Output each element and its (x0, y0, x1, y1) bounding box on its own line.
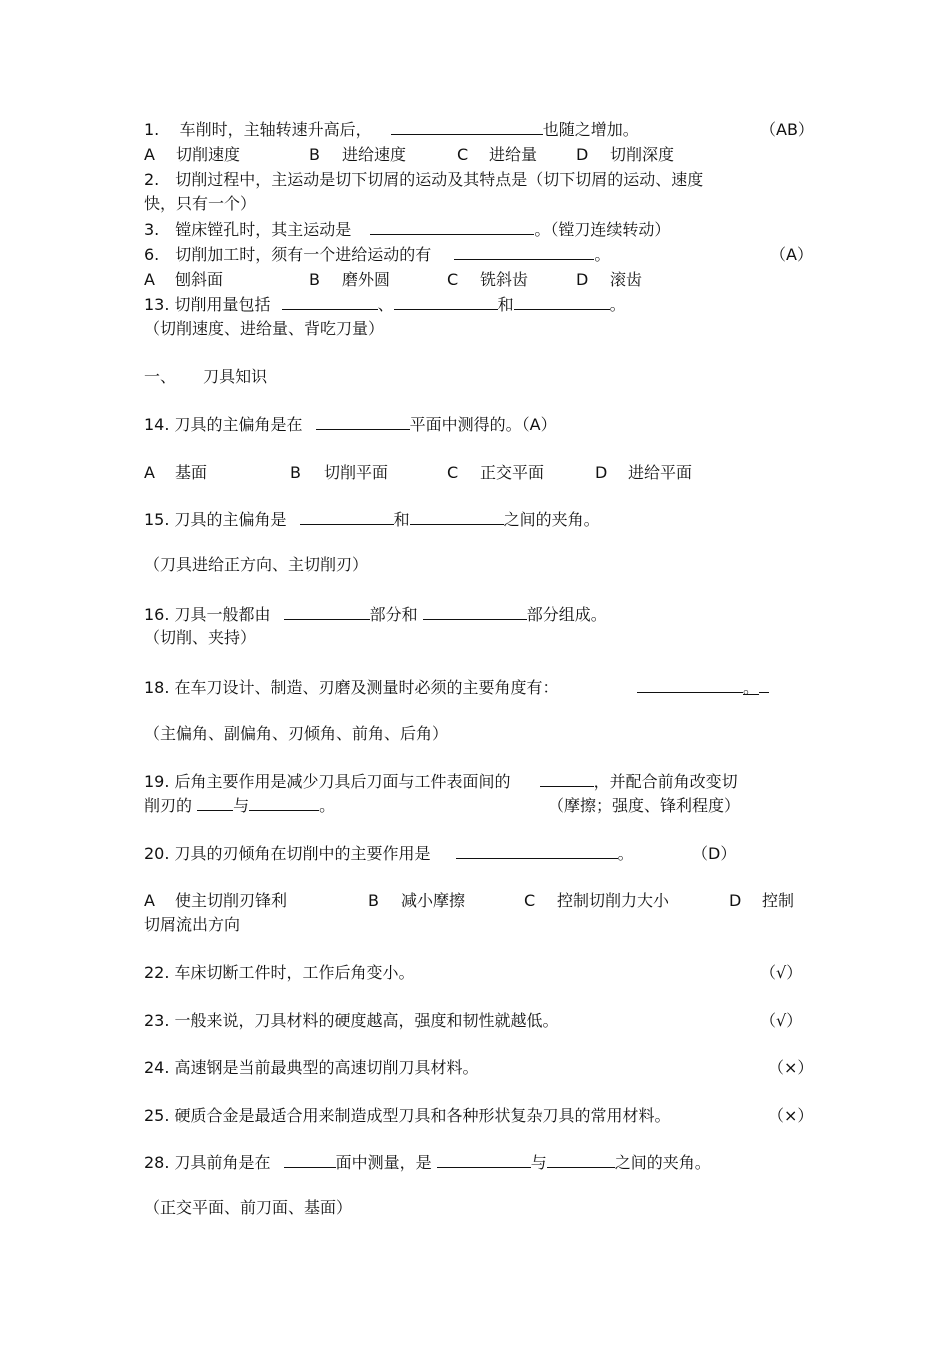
separator: 、 (377, 295, 394, 314)
option-letter: D (576, 270, 589, 289)
option-letter: D (595, 463, 608, 482)
option-letter: C (447, 463, 459, 482)
option-text: 正交平面 (480, 463, 545, 482)
answer-label: （A） (770, 245, 813, 264)
question-text: 15. 刀具的主偏角是 (144, 510, 287, 529)
option-text: 控制切削力大小 (557, 891, 670, 910)
separator: 与 (233, 796, 250, 815)
question-text-after: 。 (319, 796, 336, 815)
answer-blank (282, 295, 378, 310)
question-18-blank (637, 678, 769, 698)
question-28 (144, 1153, 711, 1173)
question-text: 3. 镗床镗孔时，其主运动是 (144, 220, 352, 239)
question-text-after: 平面中测得的。（A） (409, 415, 557, 434)
option-letter: D (729, 891, 742, 910)
question-text: 19. 后角主要作用是减少刀具后刀面与工件表面间的 (144, 772, 511, 791)
separator: 与 (530, 1153, 547, 1172)
question-text-after: 。 (617, 844, 634, 863)
option-letter: B (368, 891, 379, 910)
separator: 和 (393, 510, 410, 529)
question-20 (144, 844, 634, 864)
answer-blank (394, 295, 498, 310)
answer-blank (249, 796, 319, 811)
answer-line: （切削、夹持） (144, 628, 257, 647)
answer-blank (456, 844, 618, 859)
question-text: 20. 刀具的刃倾角在切削中的主要作用是 (144, 844, 431, 863)
answer-label: （AB） (760, 120, 814, 139)
answer-blank (514, 295, 610, 310)
question-text-after: 。 (594, 245, 611, 264)
option-letter: C (457, 145, 469, 164)
option-text: 刨斜面 (175, 270, 224, 289)
question-6 (144, 245, 610, 265)
section-heading (144, 367, 267, 387)
option-text: 进给平面 (628, 463, 693, 482)
question-text-after: 。 (609, 295, 626, 314)
option-letter: A (144, 891, 155, 910)
answer-label: （√） (760, 1011, 803, 1030)
question-text: 削刃的 (144, 796, 193, 815)
option-letter: B (290, 463, 301, 482)
option-letter: A (144, 463, 155, 482)
answer-line: （切削速度、进给量、背吃刀量） (144, 319, 385, 338)
question-19-line1 (144, 772, 738, 792)
option-letter: A (144, 145, 155, 164)
section-number: 一、 (144, 367, 177, 386)
answer-line: （正交平面、前刀面、基面） (144, 1198, 353, 1217)
answer-label: （×） (768, 1058, 814, 1077)
option-text: 切削平面 (324, 463, 389, 482)
answer-blank (284, 1153, 336, 1168)
answer-blank (423, 605, 527, 620)
answer-blank (316, 415, 410, 430)
question-text: 28. 刀具前角是在 (144, 1153, 271, 1172)
option-letter: C (524, 891, 536, 910)
question-text: 13. 切削用量包括 (144, 295, 271, 314)
question-text-after: 也随之增加。 (542, 120, 639, 139)
option-text: 进给速度 (342, 145, 407, 164)
answer-blank (437, 1153, 531, 1168)
option-text: 切削深度 (610, 145, 675, 164)
question-text: 车削时，主轴转速升高后， (179, 120, 372, 139)
answer-blank (540, 772, 594, 787)
question-text: 6. 切削加工时，须有一个进给运动的有 (144, 245, 432, 264)
question-text-after: 之间的夹角。 (614, 1153, 711, 1172)
option-text: 切削速度 (176, 145, 241, 164)
answer-blank (284, 605, 370, 620)
question-18 (144, 678, 559, 698)
question-20-line2: 切屑流出方向 (144, 915, 241, 934)
question-text-after: 部分组成。 (526, 605, 607, 624)
answer-label: （摩擦；强度、锋利程度） (548, 796, 741, 815)
question-3 (144, 220, 670, 240)
question-25: 25. 硬质合金是最适合用来制造成型刀具和各种形状复杂刀具的常用材料。 (144, 1106, 671, 1125)
answer-blank (454, 245, 594, 260)
section-title: 刀具知识 (203, 367, 268, 386)
option-letter: B (309, 270, 320, 289)
option-text: 进给量 (489, 145, 538, 164)
answer-blank (370, 220, 534, 235)
option-letter: D (576, 145, 589, 164)
answer-blank (759, 678, 769, 693)
option-text: 磨外圆 (342, 270, 391, 289)
option-text: 使主切削刃锋利 (175, 891, 288, 910)
option-letter: C (447, 270, 459, 289)
option-letter: A (144, 270, 155, 289)
question-text: 14. 刀具的主偏角是在 (144, 415, 303, 434)
question-text-after: 。（镗刀连续转动） (534, 220, 671, 239)
question-13 (144, 295, 626, 315)
option-letter: B (309, 145, 320, 164)
answer-line: （主偏角、副偏角、刃倾角、前角、后角） (144, 724, 449, 743)
question-text: 18. 在车刀设计、制造、刃磨及测量时必须的主要角度有： (144, 678, 559, 697)
separator: 和 (497, 295, 514, 314)
option-text: 铣斜齿 (480, 270, 529, 289)
answer-blank (300, 510, 394, 525)
question-15 (144, 510, 600, 530)
question-text-after: 。 (743, 678, 760, 697)
answer-label: （D） (692, 844, 737, 863)
question-2-line1: 2. 切削过程中，主运动是切下切屑的运动及其特点是（切下切屑的运动、速度 (144, 170, 704, 189)
option-text: 滚齿 (610, 270, 643, 289)
question-22: 22. 车床切断工件时，工作后角变小。 (144, 963, 415, 982)
question-text-after: 之间的夹角。 (503, 510, 600, 529)
answer-label: （×） (768, 1106, 814, 1125)
answer-blank (197, 796, 233, 811)
question-14 (144, 415, 557, 435)
answer-blank (547, 1153, 615, 1168)
question-text-mid: 面中测量，是 (335, 1153, 432, 1172)
option-text: 控制 (762, 891, 795, 910)
question-19-line2 (144, 796, 335, 816)
question-1 (144, 120, 639, 140)
answer-label: （√） (760, 963, 803, 982)
answer-blank (391, 120, 543, 135)
question-24: 24. 高速钢是当前最典型的高速切削刀具材料。 (144, 1058, 479, 1077)
question-text-mid: 部分和 (369, 605, 418, 624)
answer-line: （刀具进给正方向、主切削刃） (144, 555, 369, 574)
question-text-after: ，并配合前角改变切 (593, 772, 738, 791)
question-23: 23. 一般来说，刀具材料的硬度越高，强度和韧性就越低。 (144, 1011, 559, 1030)
answer-blank (637, 678, 743, 693)
question-2-line2: 快，只有一个） (144, 194, 257, 213)
option-text: 基面 (175, 463, 208, 482)
question-text: 16. 刀具一般都由 (144, 605, 271, 624)
question-16 (144, 605, 607, 625)
option-text: 减小摩擦 (401, 891, 466, 910)
question-number: 1. (144, 120, 160, 139)
answer-blank (410, 510, 504, 525)
